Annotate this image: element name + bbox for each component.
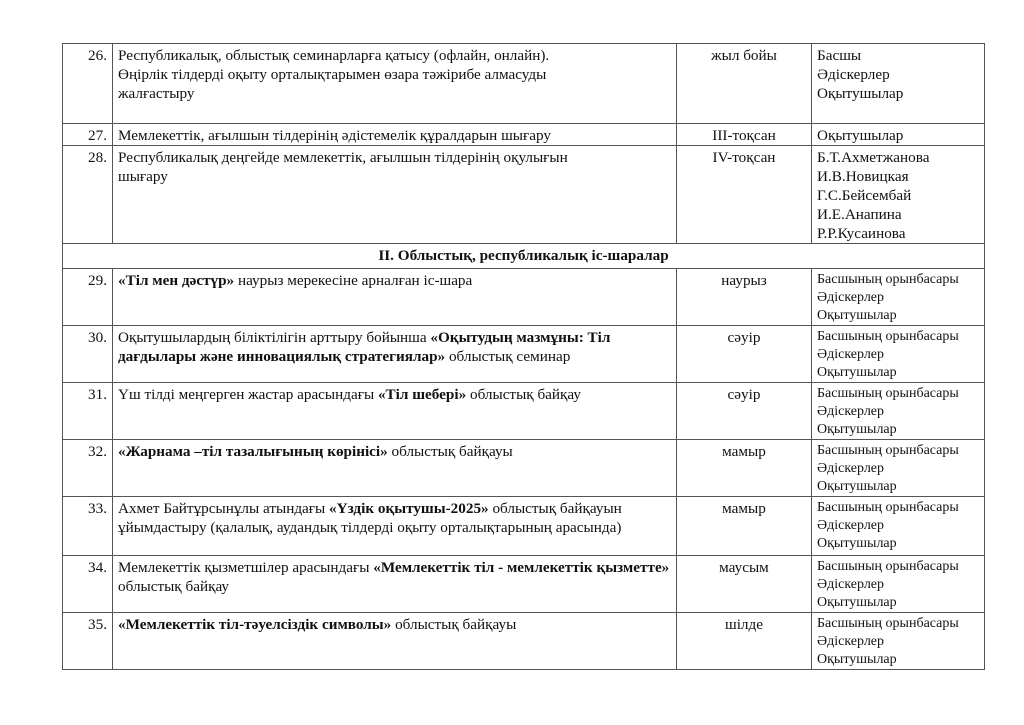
- responsible-role: Әдіскерлер: [817, 518, 885, 533]
- responsible-persons: [812, 613, 985, 670]
- event-period: маусым: [677, 556, 812, 613]
- event-period: жыл бойы: [677, 44, 812, 124]
- row-number: 30.: [63, 326, 113, 383]
- responsible-role: Басшының орынбасары: [817, 500, 959, 515]
- responsible-name: И.Е.Анапина: [817, 206, 902, 223]
- table-row: [63, 269, 985, 326]
- event-description: [113, 44, 677, 124]
- responsible-role: Басшының орынбасары: [817, 386, 959, 401]
- event-period: шілде: [677, 613, 812, 670]
- event-text: облыстық байқауы: [387, 443, 513, 460]
- responsible-name: Г.С.Бейсембай: [817, 187, 912, 204]
- responsible-role: Басшының орынбасары: [817, 272, 959, 287]
- responsible-role: Оқытушылар: [817, 479, 897, 494]
- table-body-part1: [63, 44, 985, 244]
- event-title-bold: «Үздік оқытушы-2025»: [329, 500, 489, 517]
- event-title-bold: «Тіл шебері»: [377, 386, 467, 403]
- responsible-role: Басшының орынбасары: [817, 616, 959, 631]
- table-row: [63, 613, 985, 670]
- event-period: IV-тоқсан: [677, 146, 812, 244]
- responsible-role: Басшының орынбасары: [817, 329, 959, 344]
- table-body-part2: [63, 269, 985, 670]
- row-number: 34.: [63, 556, 113, 613]
- event-description: [113, 613, 677, 670]
- event-text: Ахмет Байтұрсынұлы атындағы: [118, 500, 330, 517]
- table-row: [63, 326, 985, 383]
- responsible-persons: [812, 124, 985, 146]
- event-period: сәуір: [677, 383, 812, 440]
- event-title-bold: «Мемлекеттік тіл-тәуелсіздік символы»: [118, 616, 392, 633]
- responsible-role: Оқытушылар: [817, 652, 897, 667]
- section-title: ІІ. Облыстық, республикалық іс-шаралар: [63, 244, 985, 269]
- row-number: 28.: [63, 146, 113, 244]
- table-row: [63, 556, 985, 613]
- section-header-row-group: [63, 244, 985, 269]
- event-period: ІІІ-тоқсан: [677, 124, 812, 146]
- event-text: облыстық байқау: [466, 386, 581, 403]
- responsible-persons: [812, 497, 985, 556]
- event-description: [113, 124, 677, 146]
- event-text-line: Өңірлік тілдерді оқыту орталықтарымен өзара тәжірибе алмасуды: [118, 66, 547, 83]
- responsible-role: Әдіскерлер: [817, 634, 885, 649]
- responsible-role: Әдіскерлер: [817, 290, 885, 305]
- row-number: 26.: [63, 44, 113, 124]
- responsible-name: Оқытушылар: [817, 127, 904, 144]
- responsible-role: Оқытушылар: [817, 365, 897, 380]
- event-text-line: Мемлекеттік, ағылшын тілдерінің әдістемелік құралдарын шығару: [118, 127, 551, 144]
- responsible-persons: [812, 440, 985, 497]
- responsible-role: Оқытушылар: [817, 595, 897, 610]
- events-plan-table: [62, 43, 985, 670]
- row-number: 27.: [63, 124, 113, 146]
- responsible-persons: [812, 44, 985, 124]
- event-text: наурыз мерекесіне арналған іс-шара: [234, 272, 473, 289]
- event-text-line: шығару: [118, 168, 168, 185]
- responsible-name: Б.Т.Ахметжанова: [817, 149, 930, 166]
- event-title-bold: «Оқытудың мазмұны: Тіл дағдылары және инновациялық стратегиялар»: [118, 329, 611, 365]
- row-number: 31.: [63, 383, 113, 440]
- responsible-role: Басшының орынбасары: [817, 443, 959, 458]
- responsible-role: Әдіскерлер: [817, 404, 885, 419]
- event-period: сәуір: [677, 326, 812, 383]
- table-row: [63, 440, 985, 497]
- row-number: 35.: [63, 613, 113, 670]
- event-description: [113, 269, 677, 326]
- event-description: [113, 556, 677, 613]
- event-description: [113, 146, 677, 244]
- table-row: [63, 497, 985, 556]
- table-row: [63, 146, 985, 244]
- event-period: мамыр: [677, 440, 812, 497]
- event-title-bold: «Мемлекеттік тіл - мемлекеттік қызметте»: [373, 559, 670, 576]
- event-text: Үш тілді меңгерген жастар арасындағы: [118, 386, 378, 403]
- responsible-name: Әдіскерлер: [817, 66, 890, 83]
- responsible-persons: [812, 326, 985, 383]
- responsible-role: Оқытушылар: [817, 422, 897, 437]
- event-text: облыстық байқауы: [391, 616, 517, 633]
- responsible-role: Әдіскерлер: [817, 461, 885, 476]
- section-header-row: [63, 244, 985, 269]
- responsible-persons: [812, 383, 985, 440]
- responsible-role: Әдіскерлер: [817, 347, 885, 362]
- responsible-name: Басшы: [817, 47, 862, 64]
- responsible-persons: [812, 269, 985, 326]
- event-description: [113, 383, 677, 440]
- table-row: [63, 383, 985, 440]
- event-period: наурыз: [677, 269, 812, 326]
- table-row: [63, 44, 985, 124]
- responsible-persons: [812, 556, 985, 613]
- event-text-line: Республикалық деңгейде мемлекеттік, ағылшын тілдерінің оқулығын: [118, 149, 568, 166]
- event-description: [113, 440, 677, 497]
- event-text: Оқытушылардың біліктілігін арттыру бойынша: [118, 329, 431, 346]
- event-text-line: жалғастыру: [118, 85, 195, 102]
- event-text: Мемлекеттік қызметшілер арасындағы: [118, 559, 374, 576]
- responsible-role: Оқытушылар: [817, 536, 897, 551]
- row-number: 33.: [63, 497, 113, 556]
- responsible-name: Оқытушылар: [817, 85, 904, 102]
- row-number: 32.: [63, 440, 113, 497]
- responsible-persons: [812, 146, 985, 244]
- event-period: мамыр: [677, 497, 812, 556]
- event-text: облыстық семинар: [445, 348, 571, 365]
- event-title-bold: «Жарнама –тіл тазалығының көрінісі»: [118, 443, 388, 460]
- responsible-role: Әдіскерлер: [817, 577, 885, 592]
- table-row: [63, 124, 985, 146]
- event-text: облыстық байқау: [118, 578, 230, 595]
- responsible-name: И.В.Новицкая: [817, 168, 909, 185]
- event-text-line: Республикалық, облыстық семинарларға қатысу (офлайн, онлайн).: [118, 47, 550, 64]
- event-text: облыстық байқауын ұйымдастыру (қалалық, аудандық тілдерді оқыту орталықтарының арасында): [118, 500, 622, 536]
- event-description: [113, 326, 677, 383]
- responsible-role: Оқытушылар: [817, 308, 897, 323]
- responsible-name: Р.Р.Кусаинова: [817, 225, 906, 242]
- event-description: [113, 497, 677, 556]
- event-title-bold: «Тіл мен дәстүр»: [118, 272, 235, 289]
- responsible-role: Басшының орынбасары: [817, 559, 959, 574]
- row-number: 29.: [63, 269, 113, 326]
